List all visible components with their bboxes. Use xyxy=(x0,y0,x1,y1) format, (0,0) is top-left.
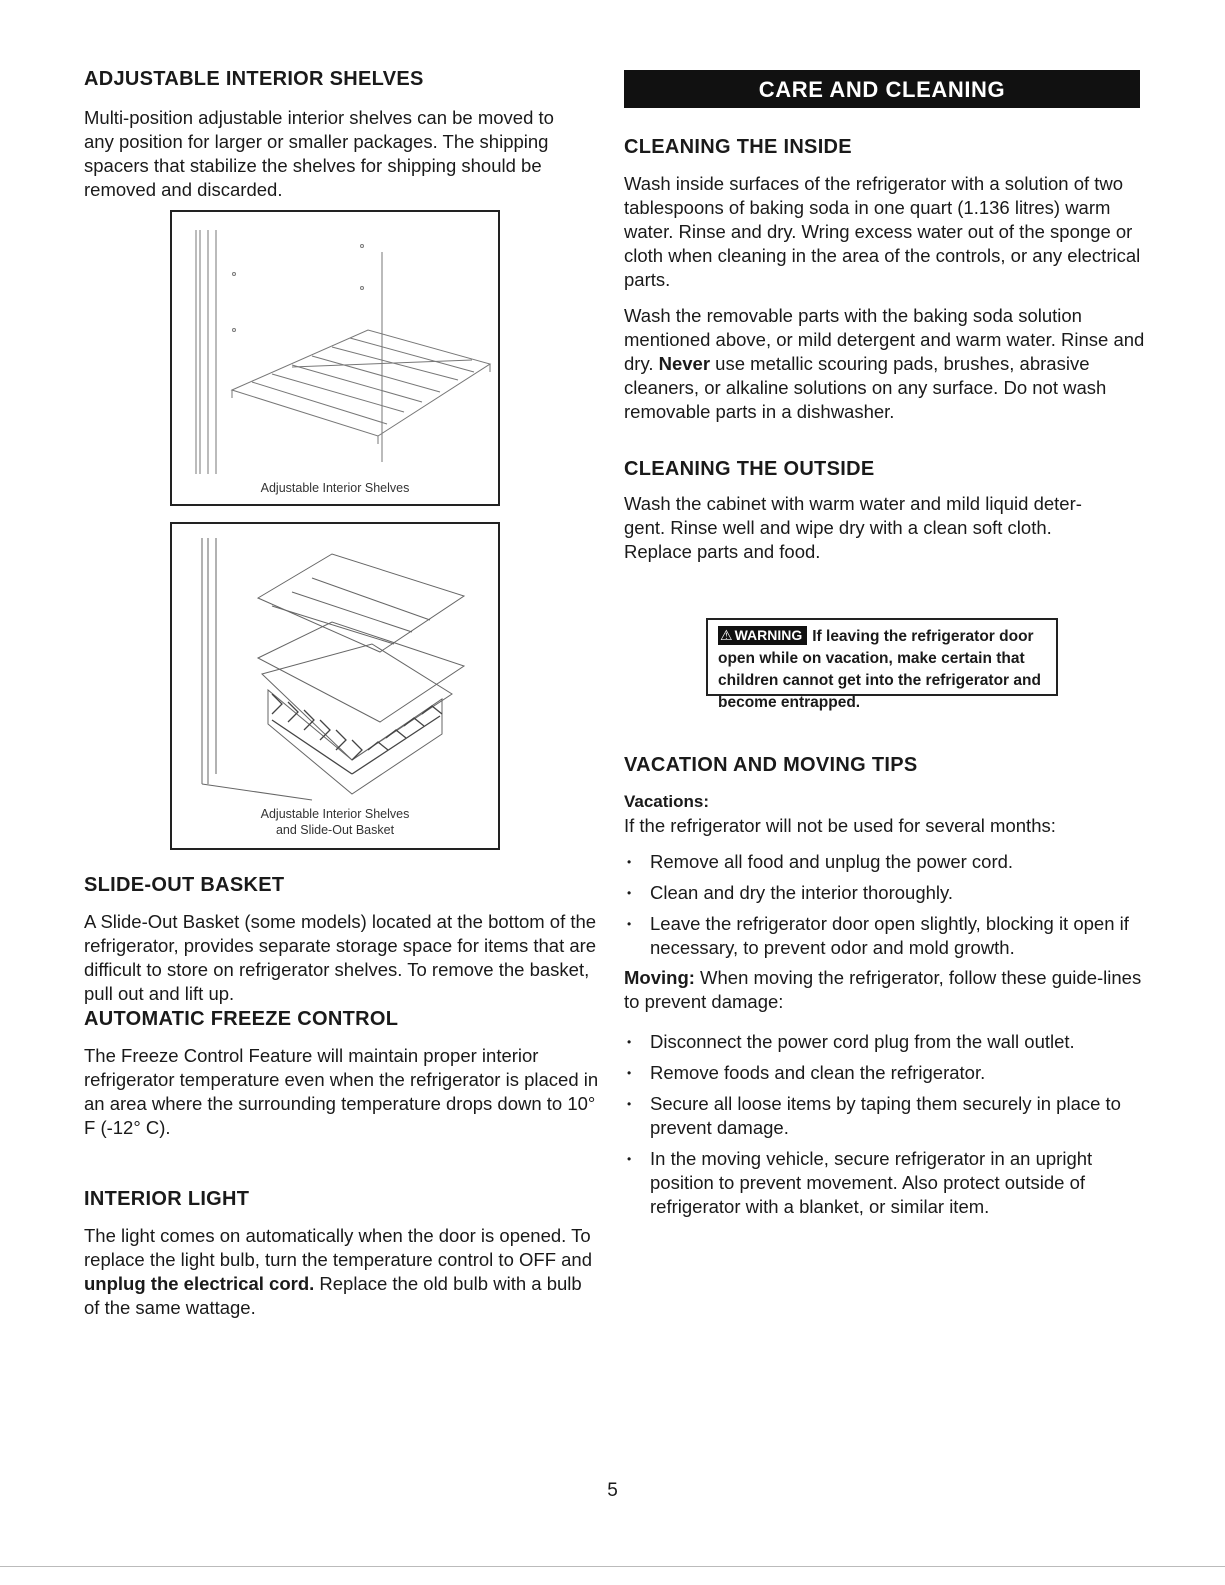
cleaning-inside-para1: Wash inside surfaces of the refrigerator with a solution of two tablespoons of baking soda in one quart (1.136 litres) warm water. Rinse and dry. Wring excess water out of the sponge or cloth when cleaning in the area of the controls, or any electrical parts. xyxy=(624,173,1141,290)
heading-slide-out-basket: SLIDE-OUT BASKET xyxy=(84,874,285,896)
care-cleaning-banner: CARE AND CLEANING xyxy=(624,70,1140,108)
figure-adjustable-shelves xyxy=(170,210,500,506)
vacations-label: Vacations: xyxy=(624,792,710,811)
list-item: • Leave the refrigerator door open slightly, blocking it open if necessary, to prevent odor and mold growth. xyxy=(624,912,1154,960)
basket-illustration xyxy=(172,524,498,848)
page-number: 5 xyxy=(607,1480,618,1501)
heading-cleaning-inside: CLEANING THE INSIDE xyxy=(624,136,852,158)
warning-text: If leaving the refrigerator door open while on vacation, make certain that children cannot get into the refrigerator and become entrapped. xyxy=(718,628,1041,711)
heading-interior-light: INTERIOR LIGHT xyxy=(84,1188,250,1210)
interior-light-body: The light comes on automatically when the door is opened. To replace the light bulb, turn the temperature control to OFF and unplug the electrical cord. Replace the old bulb with a bulb of the same wattage. xyxy=(84,1225,593,1318)
list-item: • Remove foods and clean the refrigerator. xyxy=(624,1061,1154,1085)
warning-triangle-icon: ⚠ xyxy=(720,627,733,643)
adjustable-shelves-body: Multi-position adjustable interior shelves can be moved to any position for larger or smaller packages. The shipping spacers that stabilize the shelves for shipping should be removed and discarded. xyxy=(84,107,554,200)
warning-box xyxy=(706,618,1058,711)
figure2-caption-line1: Adjustable Interior Shelves xyxy=(260,807,410,821)
list-item: • Secure all loose items by taping them securely in place to prevent damage. xyxy=(624,1092,1154,1140)
figure-shelves-and-basket xyxy=(170,522,500,850)
moving-label: Moving: xyxy=(624,967,695,988)
list-item: • Remove all food and unplug the power cord. xyxy=(624,850,1154,874)
slide-out-basket-body: A Slide-Out Basket (some models) located at the bottom of the refrigerator, provides separate storage space for items that are difficult to store on refrigerator shelves. To remove the basket, pull out and lift up. xyxy=(84,911,597,1004)
figure1-caption: Adjustable Interior Shelves xyxy=(260,481,410,495)
heading-adjustable-shelves: ADJUSTABLE INTERIOR SHELVES xyxy=(84,68,424,90)
vacations-intro: If the refrigerator will not be used for several months: xyxy=(624,815,1056,836)
bottom-rule xyxy=(0,1566,1225,1567)
cleaning-inside-para2: Wash the removable parts with the baking soda solution mentioned above, or mild detergent and warm water. Rinse and dry. Never use metallic scouring pads, brushes, abrasive cleaners, or alkaline solutions on any surface. Do not wash removable parts in a dishwasher. xyxy=(624,305,1145,422)
heading-vacation-moving: VACATION AND MOVING TIPS xyxy=(624,754,918,776)
warning-tag: ⚠ WARNING xyxy=(718,626,807,645)
shelves-illustration xyxy=(172,212,498,504)
moving-paragraph: Moving: When moving the refrigerator, follow these guide-lines to prevent damage: xyxy=(624,967,1142,1012)
figure2-caption-line2: and Slide-Out Basket xyxy=(275,823,395,837)
list-item: • In the moving vehicle, secure refrigerator in an upright position to prevent movement. Also protect outside of refrigerator with a blanket, or similar item. xyxy=(624,1147,1154,1219)
vacation-list xyxy=(624,850,1154,967)
freeze-control-body: The Freeze Control Feature will maintain proper interior refrigerator temperature even when the refrigerator is placed in an area where the surrounding temperature drops down to 10° F (-12° C). xyxy=(84,1045,599,1138)
moving-list xyxy=(624,1030,1154,1226)
cleaning-outside-body: Wash the cabinet with warm water and mild liquid deter-gent. Rinse well and wipe dry with a clean soft cloth. Replace parts and food. xyxy=(624,493,1082,562)
list-item: • Disconnect the power cord plug from the wall outlet. xyxy=(624,1030,1154,1054)
list-item: • Clean and dry the interior thoroughly. xyxy=(624,881,1154,905)
heading-cleaning-outside: CLEANING THE OUTSIDE xyxy=(624,458,875,480)
heading-freeze-control: AUTOMATIC FREEZE CONTROL xyxy=(84,1008,399,1030)
